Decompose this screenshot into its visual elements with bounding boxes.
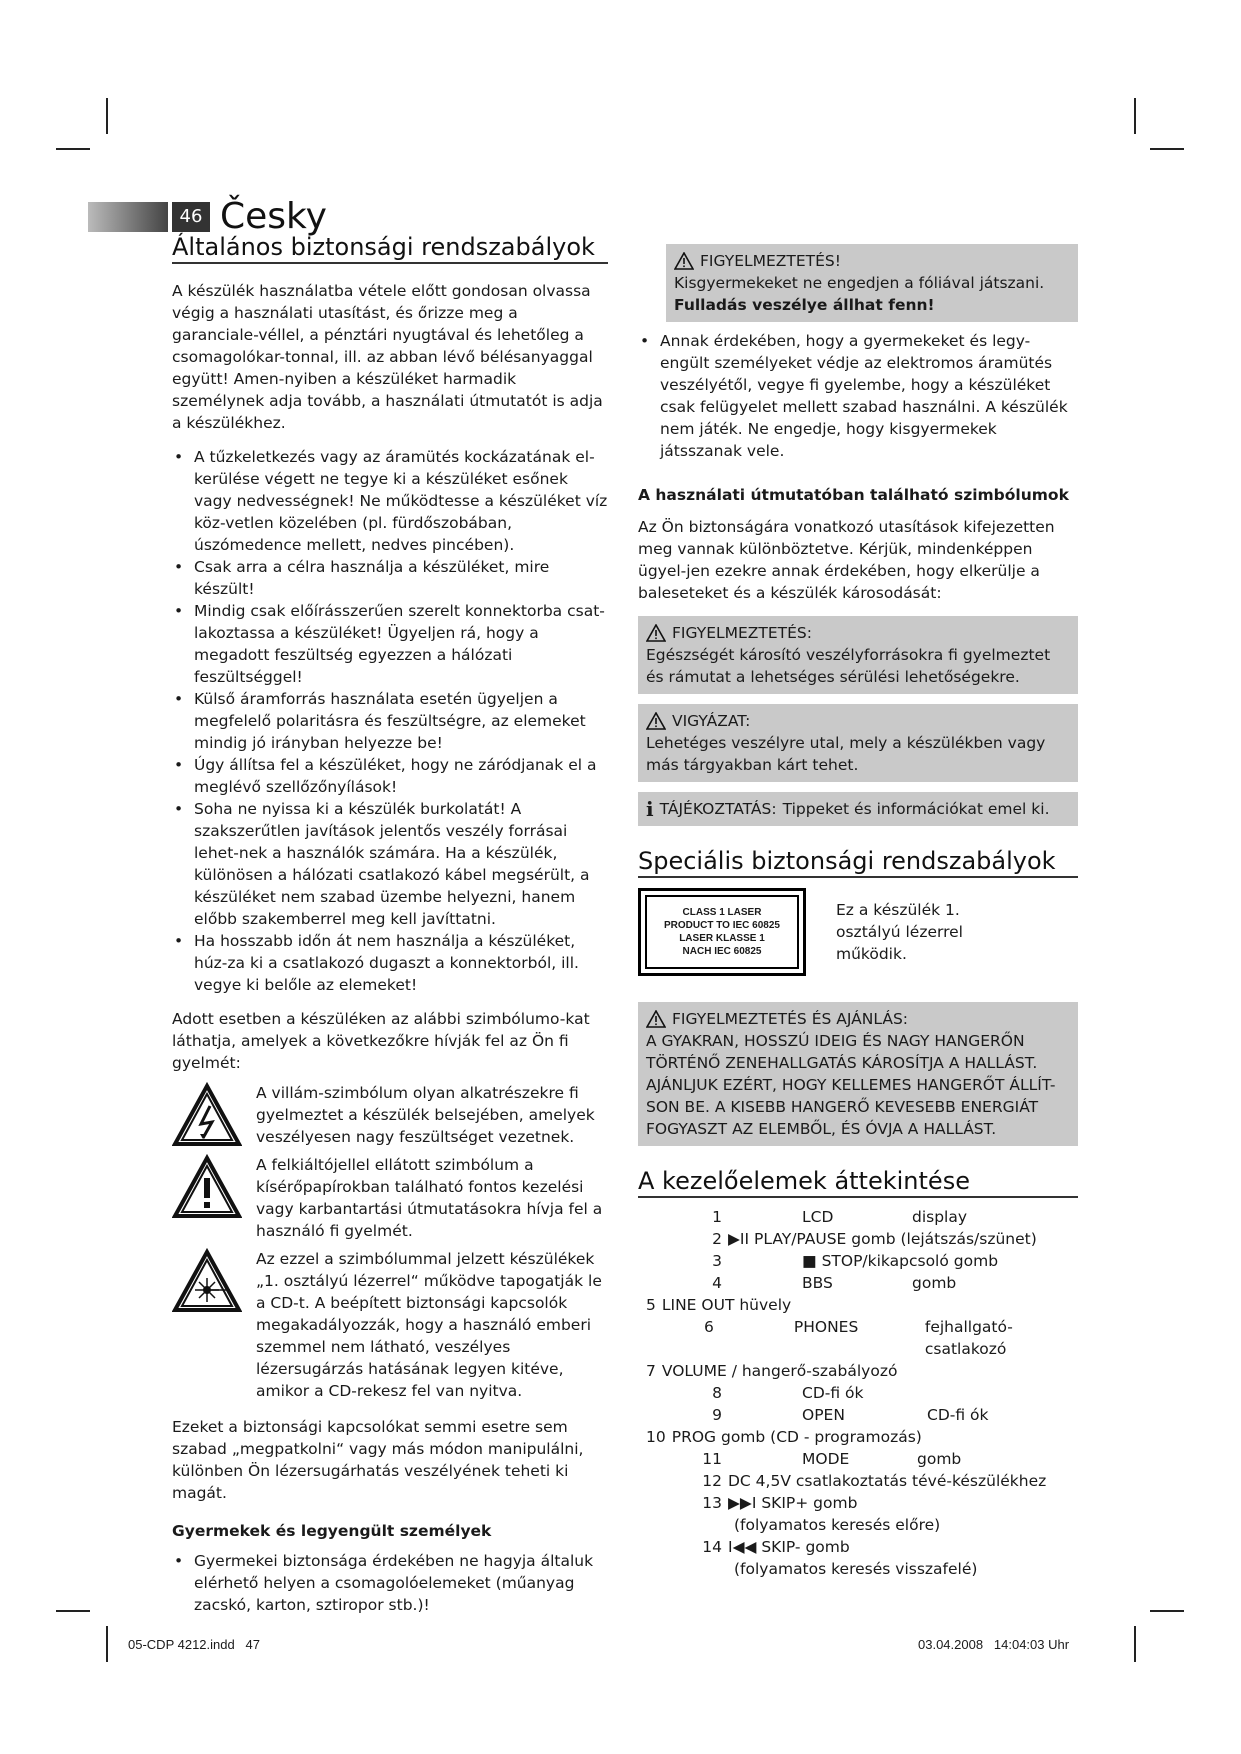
laser-warning-icon <box>172 1248 242 1314</box>
bypass-warning-text: Ezeket a biztonsági kapcsolókat semmi esetre sem szabad „megpatkolni“ vagy más módon manipulálni, különben Ön lézersugárhatás veszélyének teheti ki magát. <box>172 1418 584 1502</box>
info-icon: i <box>646 797 654 821</box>
left-column <box>172 233 608 1616</box>
symbols-text: Az Ön biztonságára vonatkozó utasítások kifejezetten meg vannak különböztetve. Kérjük, mindenképpen ügyel-jen ezekre annak érdekében, hogy elkerülje a baleseteket és a készülék károsodását: <box>638 518 1055 602</box>
warning-box-foil <box>666 244 1078 322</box>
laser-label-line: PRODUCT TO IEC 60825 <box>664 920 780 931</box>
control-number: 8 <box>712 1384 722 1402</box>
list-item: • Ha hosszabb időn át nem használja a készüléket, húz-za ki a csatlakozó dugaszt a konnektorból, ill. vegye ki belőle az elemeket! <box>172 930 608 996</box>
warning-text-bold: Fulladás veszélye állhat fenn! <box>674 296 935 314</box>
section-title-general-safety: Általános biztonsági rendszabályok <box>172 236 608 264</box>
laser-label-line: CLASS 1 LASER <box>682 907 762 918</box>
list-item: • Külső áramforrás használata esetén ügyeljen a megfelelő polaritásra és feszültségre, az elemeket mindig jó irányban helyezze be! <box>172 688 608 754</box>
laser-class-label <box>638 888 806 976</box>
control-name: (folyamatos keresés visszafelé) <box>734 1560 978 1578</box>
crop-mark <box>56 1610 90 1612</box>
control-name: VOLUME / hangerő-szabályozó <box>661 1362 898 1380</box>
list-item <box>638 1536 1078 1558</box>
children-heading: Gyermekek és legyengült személyek <box>172 1522 492 1540</box>
warning-text: Egészségét károsító veszélyforrásokra fi gyelmeztet és rámutat a lehetséges sérülési lehetőségekre. <box>646 646 1051 686</box>
header-gradient-bar <box>88 202 168 232</box>
list-item: • Mindig csak előírásszerűen szerelt konnektorba csat-lakoztassa a készüléket! Ügyeljen rá, hogy a megadott feszültség egyezzen a hálózati feszültséggel! <box>172 600 608 688</box>
control-name: PHONES <box>793 1318 859 1336</box>
symbol-row <box>172 1248 608 1402</box>
exclamation-warning-icon <box>172 1154 242 1220</box>
control-desc: gomb <box>912 1274 957 1292</box>
list-item <box>638 1492 1078 1514</box>
warning-text: A GYAKRAN, HOSSZÚ IDEIG ÉS NAGY HANGERŐN TÖRTÉNŐ ZENEHALLGATÁS KÁROSÍTJA A HALLÁST. AJÁNLJUK EZÉRT, HOGY KELLEMES HANGERŐT ÁLLÍT-SON BE. A KISEBB HANGERŐ KEVESEBB ENERGIÁT FOGYASZT AZ ELEMBŐL, ÉS ÓVJA A HALLÁST. <box>646 1032 1056 1138</box>
list-item <box>638 1382 1078 1404</box>
control-number: 14 <box>702 1538 722 1556</box>
control-number: 11 <box>702 1450 722 1468</box>
control-number: 10 <box>646 1428 666 1446</box>
right-column <box>638 244 1078 1580</box>
children-bullet-list <box>172 1550 608 1616</box>
control-number: 12 <box>702 1472 722 1490</box>
warning-title: FIGYELMEZTETÉS: <box>672 624 812 642</box>
list-item: • Csak arra a célra használja a készüléket, mire készült! <box>172 556 608 600</box>
info-text: Tippeket és információkat emel ki. <box>782 800 1050 818</box>
list-item <box>638 1316 1078 1360</box>
warning-box-health <box>638 616 1078 694</box>
warning-triangle-icon <box>674 252 694 270</box>
info-title: TÁJÉKOZTATÁS: <box>659 800 777 818</box>
control-name: LINE OUT hüvely <box>661 1296 792 1314</box>
crop-mark <box>106 1626 108 1662</box>
footer-file: 05-CDP 4212.indd 47 <box>128 1637 261 1652</box>
warning-box-hearing <box>638 1002 1078 1146</box>
list-item <box>638 1514 1078 1536</box>
crop-mark <box>56 148 90 150</box>
laser-label-line: NACH IEC 60825 <box>682 946 762 957</box>
list-item: • Úgy állítsa fel a készüléket, hogy ne záródjanak el a meglévő szellőzőnyílások! <box>172 754 608 798</box>
control-name: ■ STOP/kikapcsoló gomb <box>802 1252 999 1270</box>
control-name: ▶▶I SKIP+ gomb <box>728 1494 858 1512</box>
caution-box <box>638 704 1078 782</box>
safety-bullet-list <box>172 446 608 996</box>
crop-mark <box>1150 1610 1184 1612</box>
caution-title: VIGYÁZAT: <box>672 712 751 730</box>
symbol-text: A villám-szimbólum olyan alkatrészekre fi gyelmeztet a készülék belsejében, amelyek veszélyesen nagy feszültséget vezetnek. <box>256 1084 595 1146</box>
control-number: 4 <box>712 1274 722 1292</box>
control-name: MODE <box>802 1450 850 1468</box>
list-item: • Annak érdekében, hogy a gyermekeket és legy-engült személyeket védje az elektromos áramütés veszélyétől, vegye fi gyelembe, hogy a készüléket csak felügyelet mellett szabad használni. A készülék nem játék. Ne engedje, hogy kisgyermekek játsszanak vele. <box>638 330 1078 462</box>
laser-text: Ez a készülék 1. osztályú lézerrel működik. <box>836 901 963 963</box>
list-item <box>638 1404 1078 1426</box>
caution-text: Lehetéges veszélyre utal, mely a készülékben vagy más tárgyakban kárt tehet. <box>646 734 1046 774</box>
section-title-special-safety: Speciális biztonsági rendszabályok <box>638 850 1078 878</box>
crop-mark <box>106 98 108 134</box>
control-desc: gomb <box>917 1450 962 1468</box>
symbol-text: Az ezzel a szimbólummal jelzett készülékek „1. osztályú lézerrel“ működve tapogatják le a CD-t. A beépített biztonsági kapcsolók megakadályozzák, hogy a használó emberi szemmel nem látható, veszélyes lézersugárzás hatásának legyen kitéve, amikor a CD-rekesz fel van nyitva. <box>256 1250 602 1400</box>
page-header <box>88 196 327 237</box>
control-number: 5 <box>646 1296 656 1314</box>
control-name: CD-fi ók <box>802 1384 864 1402</box>
right-bullet-list <box>638 330 1078 462</box>
intro-paragraph: A készülék használatba vétele előtt gondosan olvassa végig a használati utasítást, és őrizze meg a garanciale-véllel, a pénztári nyugtával és lehetőleg a csomagolókar-tonnal, ill. az abban lévő bélésanyaggal együtt! Amen-nyiben a készüléket harmadik személynek adja tovább, a használati útmutatót is adja a készülékhez. <box>172 282 603 432</box>
section-title-controls: A kezelőelemek áttekintése <box>638 1170 1078 1198</box>
control-desc: fejhallgató-csatlakozó <box>924 1318 1013 1358</box>
list-item: • Soha ne nyissa ki a készülék burkolatát! A szakszerűtlen javítások jelentős veszély forrásai lehet-nek a használók számára. Ha a készülék, különösen a hálózati csatlakozó kábel megsérült, a készüléket nem szabad üzembe helyezni, hanem előbb szakemberrel meg kell javíttatni. <box>172 798 608 930</box>
symbol-row <box>172 1082 608 1148</box>
control-number: 9 <box>712 1406 722 1424</box>
list-item <box>638 1272 1078 1294</box>
crop-mark <box>1134 1626 1136 1662</box>
control-number: 7 <box>646 1362 656 1380</box>
warning-text: Kisgyermekeket ne engedjen a fóliával játszani. <box>674 274 1045 292</box>
control-name: PROG gomb (CD - programozás) <box>671 1428 922 1446</box>
control-name: I◀◀ SKIP- gomb <box>728 1538 850 1556</box>
list-item: • Gyermekei biztonsága érdekében ne hagyja általuk elérhető helyen a csomagolóelemeket (műanyag zacskó, karton, sztiropor stb.)! <box>172 1550 608 1616</box>
list-item <box>638 1470 1078 1492</box>
symbol-row <box>172 1154 608 1242</box>
control-number: 3 <box>712 1252 722 1270</box>
info-box <box>638 792 1078 826</box>
symbols-intro: Adott esetben a készüléken az alábbi szimbólumo-kat láthatja, amelyek a következőkre hívják fel az Ön fi gyelmét: <box>172 1010 590 1072</box>
control-name: ▶II PLAY/PAUSE gomb (lejátszás/szünet) <box>728 1230 1037 1248</box>
footer-date: 03.04.2008 14:04:03 Uhr <box>918 1637 1070 1652</box>
control-desc: display <box>912 1208 968 1226</box>
control-number: 1 <box>712 1208 722 1226</box>
symbols-heading: A használati útmutatóban található szimbólumok <box>638 486 1069 504</box>
control-number: 2 <box>712 1230 722 1248</box>
list-item <box>638 1228 1078 1250</box>
control-name: OPEN <box>802 1406 845 1424</box>
list-item <box>638 1448 1078 1470</box>
control-number: 13 <box>702 1494 722 1512</box>
warning-triangle-icon <box>646 712 666 730</box>
control-number: 6 <box>704 1318 714 1336</box>
laser-label-line: LASER KLASSE 1 <box>679 933 765 944</box>
list-item <box>638 1426 1078 1448</box>
control-name: LCD <box>802 1208 834 1226</box>
control-name: BBS <box>802 1274 833 1292</box>
control-desc: CD-fi ók <box>927 1406 989 1424</box>
list-item <box>638 1360 1078 1382</box>
laser-label-row <box>638 888 1078 976</box>
warning-title: FIGYELMEZTETÉS! <box>700 252 841 270</box>
warning-triangle-icon <box>646 624 666 642</box>
symbol-list <box>172 1082 608 1402</box>
crop-mark <box>1134 98 1136 134</box>
control-name: (folyamatos keresés előre) <box>734 1516 941 1534</box>
crop-mark <box>1150 148 1184 150</box>
language-title: Česky <box>220 196 327 237</box>
list-item: • A tűzkeletkezés vagy az áramütés kockázatának el-kerülése végett ne tegye ki a készüléket esőnek vagy nedvességnek! Ne működtesse a készüléket víz köz-vetlen közelében (pl. fürdőszobában, úszómedence mellett, nedves pincében). <box>172 446 608 556</box>
control-name: DC 4,5V csatlakoztatás tévé-készülékhez <box>728 1472 1047 1490</box>
controls-list <box>638 1206 1078 1580</box>
lightning-warning-icon <box>172 1082 242 1148</box>
list-item <box>638 1294 1078 1316</box>
warning-triangle-icon <box>646 1010 666 1028</box>
list-item <box>638 1250 1078 1272</box>
list-item <box>638 1206 1078 1228</box>
page-number: 46 <box>172 202 210 232</box>
warning-title: FIGYELMEZTETÉS ÉS AJÁNLÁS: <box>672 1010 909 1028</box>
list-item <box>638 1558 1078 1580</box>
symbol-text: A felkiáltójellel ellátott szimbólum a kísérőpapírokban található fontos kezelési vagy karbantartási útmutatásokra hívja fel a használó fi gyelmét. <box>256 1156 603 1240</box>
